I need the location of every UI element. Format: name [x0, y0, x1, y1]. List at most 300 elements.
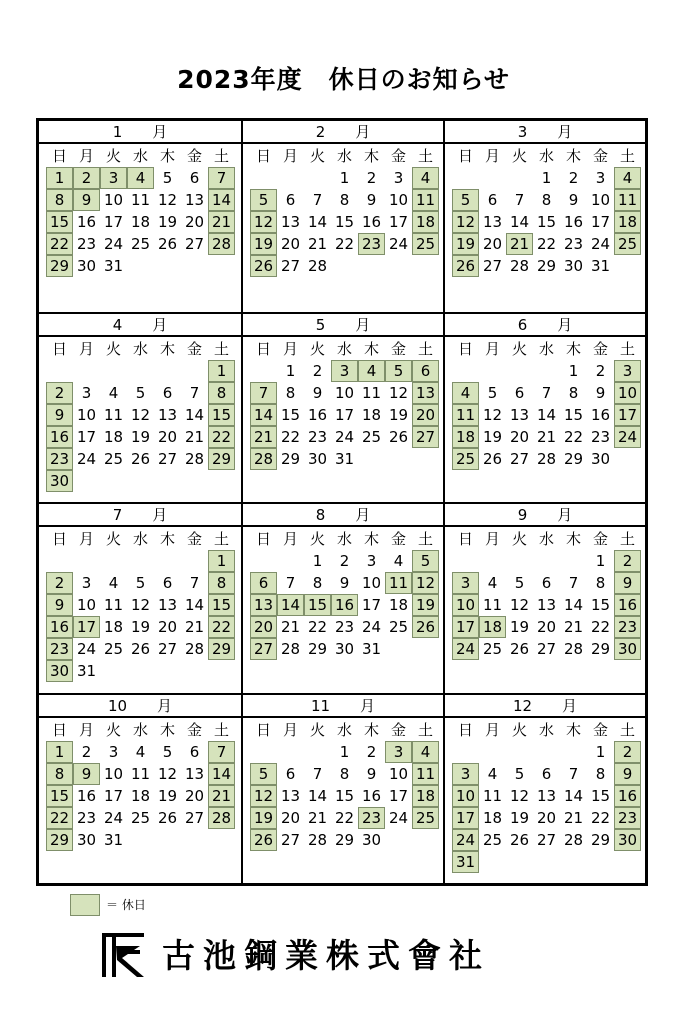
holiday-cell: 4 — [412, 167, 439, 189]
day-cell: 4 — [487, 764, 498, 783]
day-cell: 13 — [157, 405, 178, 424]
day-cell: 11 — [130, 764, 151, 783]
day-cell: 21 — [307, 808, 328, 827]
day-cell: 22 — [334, 235, 355, 253]
day-cell: 16 — [76, 786, 97, 805]
logo-icon — [100, 932, 146, 978]
weekday-label: 日 — [457, 147, 473, 165]
day-cell: 10 — [388, 191, 409, 209]
day-cell: 25 — [361, 427, 382, 446]
holiday-cell: 8 — [208, 382, 235, 404]
holiday-cell: 24 — [614, 426, 641, 448]
holiday-cell: 9 — [73, 189, 100, 211]
day-cell: 6 — [162, 383, 173, 402]
weekday-label: 木 — [159, 147, 175, 165]
empty-cell — [506, 550, 533, 572]
day-cell: 6 — [285, 764, 296, 783]
day-cell: 22 — [334, 808, 355, 827]
day-cell: 10 — [334, 383, 355, 402]
empty-cell — [533, 360, 560, 382]
day-cell: 26 — [130, 640, 151, 658]
holiday-cell: 18 — [614, 211, 641, 233]
holiday-cell: 19 — [250, 233, 277, 255]
day-cell: 30 — [590, 449, 611, 468]
holiday-cell: 15 — [304, 594, 331, 616]
day-cell: 24 — [103, 235, 124, 253]
day-cell: 19 — [388, 405, 409, 424]
weekday-label: 月 — [78, 147, 94, 165]
day-cell: 15 — [563, 405, 584, 424]
day-cell: 2 — [568, 169, 579, 187]
day-cell: 16 — [361, 786, 382, 805]
weekday-label: 土 — [417, 720, 433, 739]
weekday-label: 月 — [78, 339, 94, 358]
holiday-cell: 30 — [614, 638, 641, 660]
day-grid — [250, 338, 439, 470]
holiday-cell: 22 — [208, 616, 235, 638]
day-cell: 12 — [509, 786, 530, 805]
day-cell: 22 — [590, 808, 611, 827]
weekday-label: 火 — [105, 147, 121, 165]
day-cell: 28 — [184, 640, 205, 658]
day-cell: 2 — [339, 552, 350, 570]
weekday-label: 火 — [511, 339, 527, 358]
empty-cell — [127, 550, 154, 572]
holiday-cell: 17 — [614, 404, 641, 426]
holiday-cell: 16 — [331, 594, 358, 616]
day-cell: 6 — [514, 383, 525, 402]
weekday-label: 月 — [282, 147, 298, 165]
holiday-cell: 11 — [412, 189, 439, 211]
day-cell: 2 — [366, 742, 377, 761]
day-cell: 29 — [334, 830, 355, 849]
holiday-cell: 26 — [452, 255, 479, 277]
holiday-cell: 30 — [46, 660, 73, 682]
day-cell: 24 — [361, 618, 382, 636]
weekday-label: 土 — [213, 339, 229, 358]
weekday-label: 火 — [309, 339, 325, 358]
day-cell: 14 — [184, 596, 205, 614]
weekday-label: 火 — [105, 720, 121, 739]
weekday-label: 金 — [390, 339, 406, 358]
day-cell: 7 — [312, 191, 323, 209]
weekday-label: 金 — [592, 147, 608, 165]
day-cell: 13 — [184, 764, 205, 783]
day-cell: 3 — [108, 742, 119, 761]
empty-cell — [560, 741, 587, 763]
day-cell: 15 — [590, 786, 611, 805]
holiday-cell: 18 — [479, 616, 506, 638]
empty-cell — [506, 741, 533, 763]
day-cell: 23 — [563, 235, 584, 253]
day-cell: 25 — [130, 808, 151, 827]
day-cell: 20 — [509, 427, 530, 446]
month-header: 10 月 — [39, 695, 241, 718]
holiday-cell: 22 — [46, 807, 73, 829]
day-cell: 15 — [536, 213, 557, 231]
day-cell: 22 — [563, 427, 584, 446]
weekday-label: 木 — [363, 530, 379, 548]
day-cell: 22 — [590, 618, 611, 636]
day-cell: 18 — [103, 618, 124, 636]
holiday-cell: 7 — [208, 167, 235, 189]
weekday-label: 土 — [619, 147, 635, 165]
holiday-cell: 8 — [46, 189, 73, 211]
weekday-label: 木 — [363, 339, 379, 358]
holiday-cell: 28 — [250, 448, 277, 470]
holiday-cell: 4 — [127, 167, 154, 189]
day-grid — [46, 338, 235, 492]
day-cell: 7 — [189, 574, 200, 592]
day-cell: 29 — [563, 449, 584, 468]
day-cell: 9 — [339, 574, 350, 592]
day-cell: 23 — [76, 808, 97, 827]
weekday-label: 火 — [105, 339, 121, 358]
holiday-cell: 11 — [452, 404, 479, 426]
holiday-cell: 9 — [46, 404, 73, 426]
day-cell: 25 — [388, 618, 409, 636]
day-cell: 1 — [595, 552, 606, 570]
holiday-cell: 12 — [250, 785, 277, 807]
day-cell: 3 — [81, 574, 92, 592]
holiday-cell: 30 — [46, 470, 73, 492]
day-cell: 20 — [482, 235, 503, 253]
empty-cell — [100, 550, 127, 572]
day-cell: 10 — [76, 405, 97, 424]
holiday-cell: 2 — [614, 550, 641, 572]
day-cell: 5 — [514, 574, 525, 592]
holiday-cell: 4 — [412, 741, 439, 763]
weekday-label: 木 — [363, 147, 379, 165]
weekday-label: 金 — [390, 720, 406, 739]
holiday-cell: 7 — [250, 382, 277, 404]
holiday-cell: 10 — [614, 382, 641, 404]
holiday-cell: 1 — [208, 360, 235, 382]
legend-label: ＝ 休日 — [106, 898, 146, 912]
day-cell: 18 — [130, 786, 151, 805]
month-header: 5 月 — [243, 314, 443, 337]
day-cell: 26 — [157, 235, 178, 253]
day-cell: 29 — [307, 640, 328, 658]
day-cell: 6 — [487, 191, 498, 209]
day-cell: 30 — [76, 830, 97, 849]
day-cell: 17 — [334, 405, 355, 424]
day-cell: 21 — [280, 618, 301, 636]
day-cell: 30 — [76, 257, 97, 275]
day-cell: 4 — [487, 574, 498, 592]
holiday-cell: 8 — [208, 572, 235, 594]
day-cell: 6 — [541, 574, 552, 592]
day-cell: 27 — [482, 257, 503, 275]
day-cell: 9 — [595, 383, 606, 402]
holiday-cell: 9 — [73, 763, 100, 785]
holiday-cell: 3 — [452, 572, 479, 594]
holiday-cell: 9 — [614, 572, 641, 594]
weekday-label: 日 — [51, 147, 67, 165]
day-cell: 14 — [307, 786, 328, 805]
holiday-cell: 28 — [208, 233, 235, 255]
day-cell: 2 — [366, 169, 377, 187]
holiday-cell: 20 — [412, 404, 439, 426]
month-2 — [241, 121, 443, 312]
day-cell: 16 — [361, 213, 382, 231]
day-cell: 20 — [536, 808, 557, 827]
holiday-cell: 13 — [412, 382, 439, 404]
empty-cell — [73, 360, 100, 382]
day-cell: 22 — [280, 427, 301, 446]
day-grid — [452, 528, 641, 660]
holiday-cell: 16 — [614, 785, 641, 807]
day-cell: 24 — [388, 235, 409, 253]
day-cell: 27 — [536, 830, 557, 849]
day-cell: 5 — [487, 383, 498, 402]
holiday-calendar-grid — [36, 118, 648, 886]
day-cell: 13 — [184, 191, 205, 209]
day-cell: 17 — [103, 213, 124, 231]
day-grid — [46, 719, 235, 851]
weekday-label: 水 — [132, 530, 148, 548]
day-cell: 22 — [307, 618, 328, 636]
empty-cell — [46, 360, 73, 382]
month-4 — [39, 312, 241, 503]
day-cell: 23 — [334, 618, 355, 636]
weekday-label: 月 — [282, 720, 298, 739]
day-cell: 27 — [184, 235, 205, 253]
holiday-cell: 14 — [277, 594, 304, 616]
day-cell: 4 — [108, 383, 119, 402]
day-cell: 31 — [361, 640, 382, 658]
holiday-cell: 29 — [46, 829, 73, 851]
holiday-cell: 30 — [614, 829, 641, 851]
day-cell: 30 — [563, 257, 584, 275]
empty-cell — [73, 550, 100, 572]
day-cell: 13 — [280, 786, 301, 805]
day-cell: 12 — [482, 405, 503, 424]
day-cell: 10 — [361, 574, 382, 592]
empty-cell — [304, 167, 331, 189]
holiday-cell: 3 — [331, 360, 358, 382]
holiday-cell: 20 — [250, 616, 277, 638]
day-cell: 20 — [184, 786, 205, 805]
day-cell: 20 — [280, 235, 301, 253]
weekday-label: 金 — [186, 720, 202, 739]
day-cell: 17 — [76, 427, 97, 446]
weekday-label: 水 — [538, 530, 554, 548]
day-cell: 24 — [334, 427, 355, 446]
holiday-cell: 25 — [412, 233, 439, 255]
day-cell: 2 — [312, 361, 323, 380]
day-cell: 14 — [184, 405, 205, 424]
day-cell: 18 — [361, 405, 382, 424]
empty-cell — [506, 360, 533, 382]
day-cell: 7 — [312, 764, 323, 783]
weekday-label: 水 — [336, 530, 352, 548]
holiday-cell: 2 — [46, 572, 73, 594]
holiday-cell: 5 — [250, 189, 277, 211]
empty-cell — [46, 550, 73, 572]
weekday-label: 木 — [565, 530, 581, 548]
day-cell: 14 — [509, 213, 530, 231]
day-cell: 19 — [130, 427, 151, 446]
day-grid — [46, 145, 235, 277]
day-cell: 28 — [307, 257, 328, 275]
day-cell: 25 — [103, 640, 124, 658]
weekday-label: 金 — [186, 147, 202, 165]
weekday-label: 火 — [511, 720, 527, 739]
empty-cell — [506, 167, 533, 189]
empty-cell — [250, 741, 277, 763]
day-cell: 19 — [509, 808, 530, 827]
weekday-label: 月 — [282, 530, 298, 548]
day-cell: 9 — [568, 191, 579, 209]
empty-cell — [277, 550, 304, 572]
day-cell: 15 — [590, 596, 611, 614]
day-cell: 28 — [280, 640, 301, 658]
holiday-cell: 8 — [46, 763, 73, 785]
day-cell: 26 — [482, 449, 503, 468]
holiday-cell: 22 — [208, 426, 235, 448]
day-cell: 3 — [81, 383, 92, 402]
empty-cell — [154, 360, 181, 382]
day-cell: 13 — [509, 405, 530, 424]
day-cell: 6 — [189, 169, 200, 187]
day-cell: 13 — [280, 213, 301, 231]
day-cell: 29 — [280, 449, 301, 468]
day-cell: 25 — [130, 235, 151, 253]
weekday-label: 水 — [336, 339, 352, 358]
day-cell: 20 — [184, 213, 205, 231]
weekday-label: 土 — [417, 147, 433, 165]
empty-cell — [181, 360, 208, 382]
day-cell: 29 — [590, 640, 611, 658]
holiday-cell: 2 — [73, 167, 100, 189]
day-cell: 19 — [509, 618, 530, 636]
weekday-label: 月 — [78, 720, 94, 739]
day-cell: 25 — [482, 830, 503, 849]
weekday-label: 日 — [255, 720, 271, 739]
empty-cell — [479, 550, 506, 572]
holiday-cell: 16 — [46, 426, 73, 448]
empty-cell — [250, 167, 277, 189]
day-cell: 1 — [285, 361, 296, 380]
weekday-label: 水 — [132, 720, 148, 739]
holiday-cell: 24 — [452, 829, 479, 851]
weekday-label: 木 — [363, 720, 379, 739]
holiday-cell: 12 — [250, 211, 277, 233]
holiday-cell: 3 — [452, 763, 479, 785]
holiday-cell: 19 — [452, 233, 479, 255]
day-cell: 14 — [536, 405, 557, 424]
day-cell: 30 — [334, 640, 355, 658]
holiday-cell: 17 — [452, 616, 479, 638]
empty-cell — [452, 360, 479, 382]
holiday-cell: 14 — [208, 189, 235, 211]
month-12 — [443, 693, 645, 884]
day-cell: 6 — [541, 764, 552, 783]
holiday-cell: 12 — [452, 211, 479, 233]
empty-cell — [277, 741, 304, 763]
holiday-cell: 18 — [452, 426, 479, 448]
weekday-label: 土 — [417, 339, 433, 358]
day-cell: 28 — [184, 449, 205, 468]
day-cell: 29 — [590, 830, 611, 849]
day-cell: 5 — [514, 764, 525, 783]
holiday-cell: 5 — [412, 550, 439, 572]
day-cell: 10 — [103, 191, 124, 209]
day-cell: 11 — [103, 596, 124, 614]
holiday-cell: 22 — [46, 233, 73, 255]
empty-cell — [533, 550, 560, 572]
day-cell: 9 — [312, 383, 323, 402]
day-cell: 1 — [339, 742, 350, 761]
empty-cell — [560, 550, 587, 572]
holiday-cell: 4 — [358, 360, 385, 382]
month-header: 4 月 — [39, 314, 241, 337]
day-cell: 18 — [388, 596, 409, 614]
day-cell: 20 — [536, 618, 557, 636]
weekday-label: 月 — [484, 339, 500, 358]
empty-cell — [154, 550, 181, 572]
holiday-cell: 28 — [208, 807, 235, 829]
holiday-cell: 1 — [208, 550, 235, 572]
holiday-cell: 25 — [452, 448, 479, 470]
weekday-label: 土 — [619, 720, 635, 739]
empty-cell — [250, 360, 277, 382]
weekday-label: 日 — [51, 530, 67, 548]
day-cell: 8 — [595, 574, 606, 592]
weekday-label: 金 — [390, 530, 406, 548]
day-cell: 28 — [509, 257, 530, 275]
weekday-label: 日 — [255, 339, 271, 358]
holiday-cell: 5 — [452, 189, 479, 211]
day-cell: 19 — [157, 213, 178, 231]
day-cell: 16 — [590, 405, 611, 424]
holiday-cell: 21 — [208, 211, 235, 233]
day-cell: 27 — [509, 449, 530, 468]
holiday-cell: 23 — [358, 807, 385, 829]
weekday-label: 火 — [309, 530, 325, 548]
weekday-label: 水 — [132, 147, 148, 165]
day-cell: 11 — [482, 786, 503, 805]
empty-cell — [479, 360, 506, 382]
holiday-cell: 13 — [250, 594, 277, 616]
day-cell: 16 — [307, 405, 328, 424]
weekday-label: 水 — [132, 339, 148, 358]
weekday-label: 火 — [511, 530, 527, 548]
month-header: 2 月 — [243, 121, 443, 144]
day-cell: 6 — [189, 742, 200, 761]
day-cell: 23 — [307, 427, 328, 446]
day-cell: 26 — [130, 449, 151, 468]
weekday-label: 金 — [592, 720, 608, 739]
day-cell: 13 — [157, 596, 178, 614]
empty-cell — [479, 167, 506, 189]
day-cell: 27 — [157, 640, 178, 658]
company-logo-mark — [100, 932, 146, 978]
weekday-label: 土 — [213, 147, 229, 165]
day-cell: 2 — [81, 742, 92, 761]
day-cell: 19 — [157, 786, 178, 805]
empty-cell — [250, 550, 277, 572]
day-cell: 13 — [536, 786, 557, 805]
holiday-cell: 21 — [506, 233, 533, 255]
day-cell: 14 — [563, 786, 584, 805]
empty-cell — [181, 550, 208, 572]
day-cell: 12 — [130, 596, 151, 614]
holiday-cell: 15 — [46, 785, 73, 807]
day-cell: 1 — [568, 361, 579, 380]
day-cell: 17 — [103, 786, 124, 805]
